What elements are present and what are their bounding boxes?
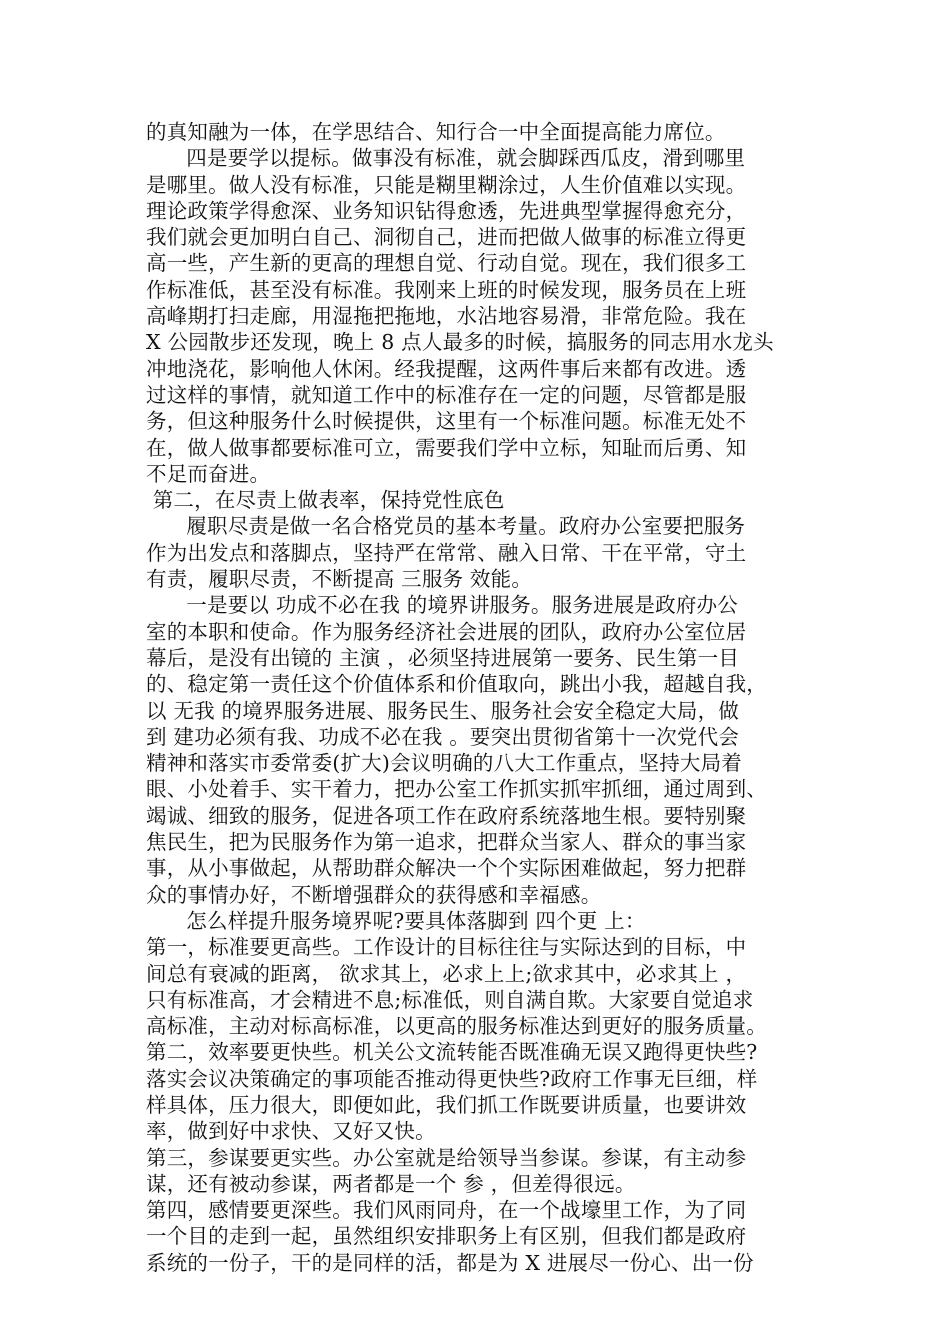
text-line: 事，从小事做起，从帮助群众解决一个个实际困难做起，努力把群 bbox=[146, 856, 747, 881]
text-line: 高标准，主动对标高标准，以更高的服务标准达到更好的服务质量。 bbox=[146, 1014, 767, 1039]
text-line: 落实会议决策确定的事项能否推动得更快些?政府工作事无巨细，样 bbox=[146, 1066, 758, 1091]
text-line: 室的本职和使命。作为服务经济社会进展的团队，政府办公室位居 bbox=[146, 619, 747, 644]
text-line: 率，做到好中求快、又好又快。 bbox=[146, 1119, 436, 1144]
text-line: 样具体，压力很大，即便如此，我们抓工作既要讲质量，也要讲效 bbox=[146, 1092, 747, 1117]
text-line: 以 无我 的境界服务进展、服务民生、服务社会安全稳定大局，做 bbox=[146, 698, 740, 723]
text-line: 到 建功必须有我、功成不必在我 。要突出贯彻省第十一次党代会 bbox=[146, 724, 740, 749]
text-line: 在，做人做事都要标准可立，需要我们学中立标，知耻而后勇、知 bbox=[146, 435, 747, 460]
text-line: 的、稳定第一责任这个价值体系和价值取向，跳出小我，超越自我， bbox=[146, 672, 767, 697]
text-line: 高一些，产生新的更高的理想自觉、行动自觉。现在，我们很多工 bbox=[146, 251, 747, 276]
text-line: 履职尽责是做一名合格党员的基本考量。政府办公室要把服务 bbox=[146, 514, 746, 539]
text-line: 间总有衰减的距离， 欲求其上，必求上上;欲求其中，必求其上 ， bbox=[146, 961, 747, 986]
text-line: 的真知融为一体，在学思结合、知行合一中全面提高能力席位。 bbox=[146, 120, 726, 144]
text-line: 作标准低，甚至没有标准。我刚来上班的时候发现，服务员在上班 bbox=[146, 277, 747, 302]
text-line: 第三，参谋要更实些。办公室就是给领导当参谋。参谋，有主动参 bbox=[146, 1145, 747, 1170]
text-line: 谋，还有被动参谋，两者都是一个 参 ，但差得很远。 bbox=[146, 1171, 636, 1196]
text-line: 焦民生，把为民服务作为第一追求，把群众当家人、群众的事当家 bbox=[146, 830, 747, 855]
text-line: 高峰期打扫走廊，用湿拖把拖地，水沾地容易滑，非常危险。我在 bbox=[146, 304, 747, 329]
text-line: 怎么样提升服务境界呢?要具体落脚到 四个更 上： bbox=[146, 908, 646, 933]
text-line: 不足而奋进。 bbox=[146, 461, 271, 486]
body-text bbox=[146, 119, 806, 1276]
text-line: 眼、小处着手、实干着力，把办公室工作抓实抓牢抓细，通过周到、 bbox=[146, 777, 767, 802]
text-line: 务，但这种服务什么时候提供，这里有一个标准问题。标准无处不 bbox=[146, 409, 747, 434]
text-line: 过这样的事情，就知道工作中的标准存在一定的问题，尽管都是服 bbox=[146, 382, 747, 407]
text-line: 第一，标准要更高些。工作设计的目标往往与实际达到的目标，中 bbox=[146, 935, 747, 960]
section-heading: 第二，在尽责上做表率，保持党性底色 bbox=[146, 488, 505, 513]
text-line: 第二，效率要更快些。机关公文流转能否既准确无误又跑得更快些? bbox=[146, 1040, 758, 1065]
text-line: 只有标准高，才会精进不息;标准低，则自满自欺。大家要自觉追求 bbox=[146, 987, 754, 1012]
text-line: 幕后，是没有出镜的 主演 ，必须坚持进展第一要务、民生第一目 bbox=[146, 645, 740, 670]
text-line: 竭诚、细致的服务，促进各项工作在政府系统落地生根。要特别聚 bbox=[146, 803, 747, 828]
text-line: 众的事情办好，不断增强群众的获得感和幸福感。 bbox=[146, 882, 602, 907]
text-line: 是哪里。做人没有标准，只能是糊里糊涂过，人生价值难以实现。 bbox=[146, 172, 747, 197]
text-line: 一个目的走到一起，虽然组织安排职务上有区别，但我们都是政府 bbox=[146, 1224, 747, 1249]
text-line: 系统的一份子，干的是同样的活，都是为 X 进展尽一份心、出一份 bbox=[146, 1250, 754, 1275]
text-line: 冲地浇花，影响他人休闲。经我提醒，这两件事后来都有改进。透 bbox=[146, 356, 747, 381]
text-line: 四是要学以提标。做事没有标准，就会脚踩西瓜皮，滑到哪里 bbox=[146, 146, 746, 171]
text-line: X 公园散步还发现，晚上 8 点人最多的时候，搞服务的同志用水龙头 bbox=[146, 330, 774, 355]
text-line: 理论政策学得愈深、业务知识钻得愈透，先进典型掌握得愈充分， bbox=[146, 198, 747, 223]
text-line: 我们就会更加明白自己、洞彻自己，进而把做人做事的标准立得更 bbox=[146, 225, 747, 250]
text-line: 作为出发点和落脚点，坚持严在常常、融入日常、干在平常，守土 bbox=[146, 540, 747, 565]
text-line: 有责，履职尽责，不断提高 三服务 效能。 bbox=[146, 567, 533, 592]
text-line: 第四，感情要更深些。我们风雨同舟，在一个战壕里工作，为了同 bbox=[146, 1198, 747, 1223]
text-line: 精神和落实市委常委(扩大)会议明确的八大工作重点，坚持大局着 bbox=[146, 751, 742, 776]
text-line: 一是要以 功成不必在我 的境界讲服务。服务进展是政府办公 bbox=[146, 593, 738, 618]
